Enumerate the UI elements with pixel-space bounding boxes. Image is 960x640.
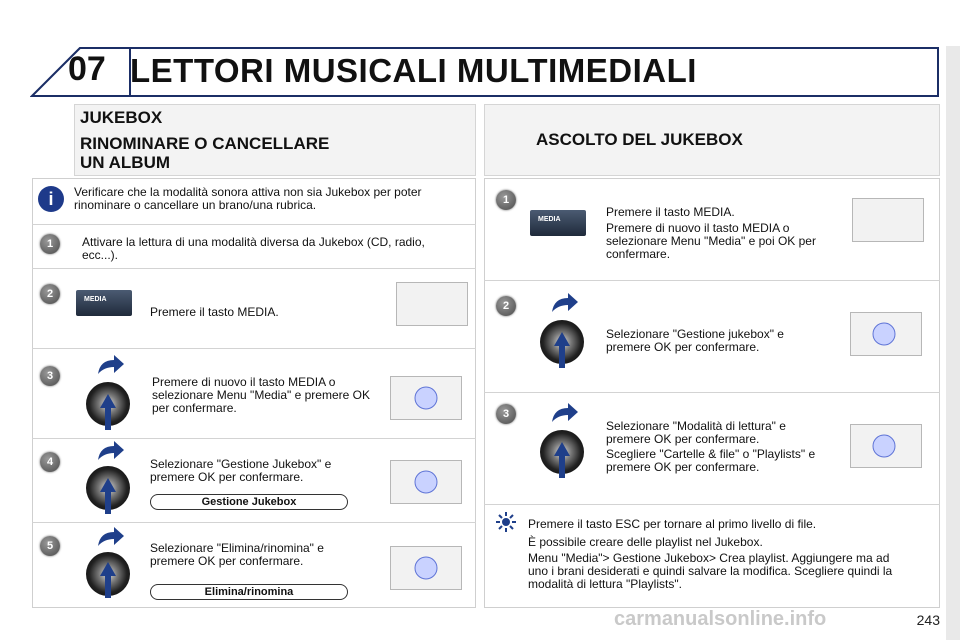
step-number: 1	[496, 190, 516, 210]
divider	[32, 522, 476, 523]
step-text: Selezionare "Modalità di lettura" e premere OK per confermare.	[606, 419, 786, 446]
left-heading-rename-b: UN ALBUM	[80, 153, 171, 172]
right-heading: ASCOLTO DEL JUKEBOX	[536, 130, 743, 149]
step-text: Premere di nuovo il tasto MEDIA o selezionare Menu "Media" e poi OK per confermare.	[606, 221, 816, 261]
left-heading-jukebox: JUKEBOX	[80, 108, 163, 127]
knob-highlight-icon	[872, 434, 896, 458]
divider	[484, 504, 940, 505]
step-number: 5	[40, 536, 60, 556]
rotate-arrow-icon	[96, 440, 126, 464]
radio-unit-image	[852, 198, 924, 242]
step-number: 1	[40, 234, 60, 254]
knob-highlight-icon	[414, 556, 438, 580]
chapter-number: 07	[68, 50, 106, 88]
knob-highlight-icon	[414, 470, 438, 494]
step-number: 4	[40, 452, 60, 472]
side-band	[946, 46, 960, 640]
menu-gestione-jukebox: Gestione Jukebox	[150, 494, 348, 510]
divider	[32, 348, 476, 349]
tip-text-menu: Menu "Media"> Gestione Jukebox> Crea playlist. Aggiungere ma ad uno i brani desiderati e quindi salvare la modifica. Scegliere quindi la modalità di lettura "Playlists".	[528, 551, 893, 591]
step-number: 2	[496, 296, 516, 316]
left-heading-rename-a: RINOMINARE O CANCELLARE	[80, 134, 330, 153]
step-text: Attivare la lettura di una modalità diversa da Jukebox (CD, radio, ecc...).	[82, 235, 425, 262]
rotate-arrow-icon	[96, 354, 126, 378]
tip-text-esc: Premere il tasto ESC per tornare al primo livello di file.	[528, 517, 817, 531]
divider	[484, 280, 940, 281]
info-icon: i	[38, 186, 64, 212]
media-button[interactable]: MEDIA	[76, 290, 132, 316]
step-text: Premere il tasto MEDIA.	[606, 205, 735, 219]
knob-highlight-icon	[872, 322, 896, 346]
tip-sun-icon	[496, 512, 516, 532]
step-text: Scegliere "Cartelle & file" o "Playlists" e premere OK per confermare.	[606, 447, 816, 474]
rotate-arrow-icon	[550, 402, 580, 426]
press-arrow-icon	[554, 332, 570, 368]
radio-unit-image	[396, 282, 468, 326]
rotate-arrow-icon	[96, 526, 126, 550]
divider	[32, 224, 476, 225]
watermark: carmanualsonline.info	[614, 608, 827, 630]
step-text: Selezionare "Gestione Jukebox" e premere OK per confermare.	[150, 457, 332, 484]
step-number: 3	[496, 404, 516, 424]
press-arrow-icon	[100, 394, 116, 430]
knob-highlight-icon	[414, 386, 438, 410]
press-arrow-icon	[100, 478, 116, 514]
step-text: Premere il tasto MEDIA.	[150, 305, 279, 319]
divider	[32, 268, 476, 269]
step-number: 3	[40, 366, 60, 386]
menu-elimina-rinomina: Elimina/rinomina	[150, 584, 348, 600]
page-number: 243	[916, 612, 940, 628]
media-button[interactable]: MEDIA	[530, 210, 586, 236]
press-arrow-icon	[554, 442, 570, 478]
step-text: Selezionare "Elimina/rinomina" e premere OK per confermare.	[150, 541, 324, 568]
chapter-title: LETTORI MUSICALI MULTIMEDIALI	[130, 52, 697, 89]
step-number: 2	[40, 284, 60, 304]
step-text: Selezionare "Gestione jukebox" e premere OK per confermare.	[606, 327, 784, 354]
rotate-arrow-icon	[550, 292, 580, 316]
tip-text-playlist: È possibile creare delle playlist nel Jukebox.	[528, 535, 763, 549]
press-arrow-icon	[100, 562, 116, 598]
divider	[32, 438, 476, 439]
step-text: Premere di nuovo il tasto MEDIA o selezionare Menu "Media" e premere OK per confermare.	[152, 375, 370, 415]
divider	[484, 392, 940, 393]
info-text: Verificare che la modalità sonora attiva non sia Jukebox per poter rinominare o cancellare un brano/una rubrica.	[74, 185, 422, 212]
